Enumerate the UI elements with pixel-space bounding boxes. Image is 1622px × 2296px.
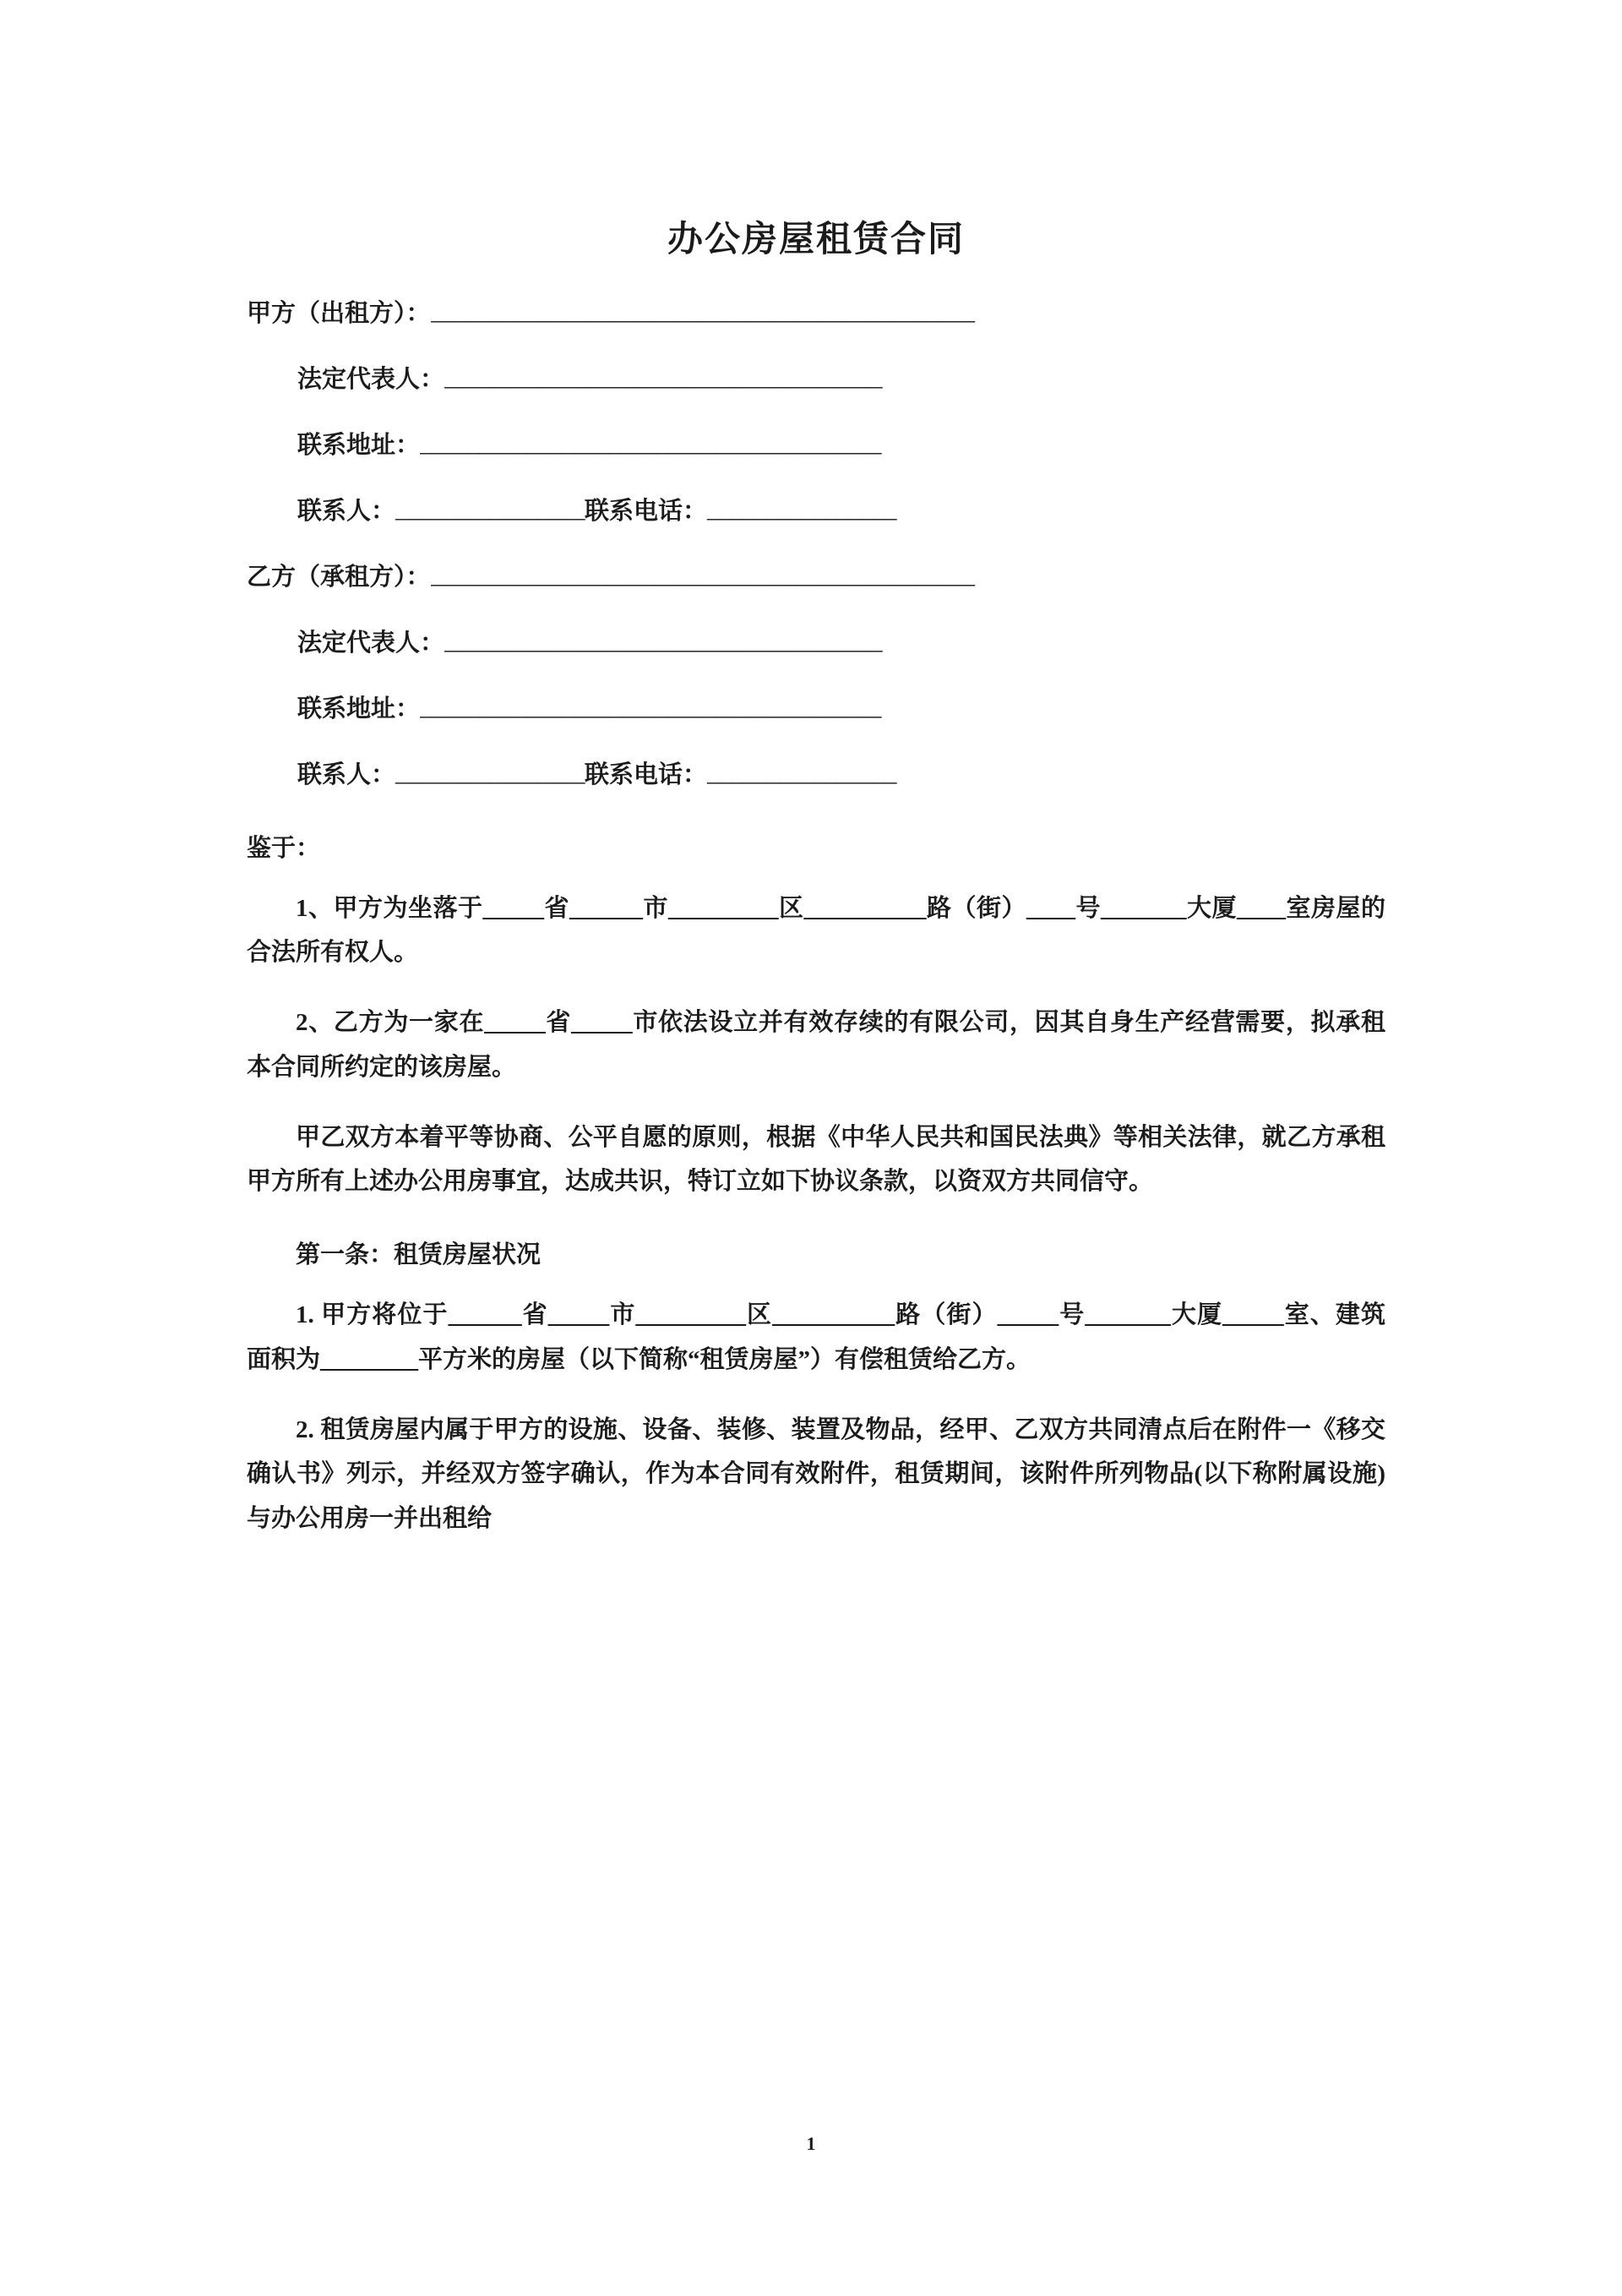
- party-a-address-row: [247, 431, 1385, 459]
- article-1-heading: 第一条：租赁房屋状况: [296, 1241, 542, 1269]
- recital-paragraph: 甲乙双方本着平等协商、公平自愿的原则，根据《中华人民共和国民法典》等相关法律，就乙方承租甲方所有上述办公用房事宜，达成共识，特订立如下协议条款，以资双方共同信守。: [247, 1123, 1385, 1196]
- whereas-label: 鉴于：: [247, 834, 321, 862]
- party-b-contact-label: 联系人：: [297, 761, 396, 788]
- party-b-legal-rep-label: 法定代表人：: [297, 629, 445, 657]
- party-b-contact-blank[interactable]: ________________: [395, 759, 585, 787]
- whereas-item-1: 1、甲方为坐落于_____省______市_________区__________路（街）____号_______大厦____室房屋的合法所有权人。: [247, 894, 1385, 967]
- article-1-clause-1: 1. 甲方将位于______省_____市_________区__________路（街）_____号_______大厦_____室、建筑面积为________平方米的房屋（以下简称“租赁房屋”）有偿租赁给乙方。: [247, 1301, 1385, 1373]
- party-a-name-row: [247, 299, 1385, 327]
- party-a-phone-blank[interactable]: ________________: [707, 495, 897, 523]
- party-a-contact-row: [247, 495, 1385, 525]
- party-a-phone-label: 联系电话：: [585, 497, 708, 525]
- party-a-legal-rep-blank[interactable]: _____________________________________: [444, 365, 883, 390]
- party-b-name-row: [247, 565, 1385, 590]
- party-a-legal-rep-label: 法定代表人：: [297, 365, 445, 393]
- party-b-address-blank[interactable]: _______________________________________: [420, 695, 882, 720]
- page-content: [247, 0, 1385, 1541]
- whereas-item-2: 2、乙方为一家在_____省_____市依法设立并有效存续的有限公司，因其自身生产经营需要，拟承租本合同所约定的该房屋。: [247, 1009, 1385, 1081]
- article-1-clause-2: 2. 租赁房屋内属于甲方的设施、设备、装修、装置及物品，经甲、乙双方共同清点后在附件一《移交确认书》列示，并经双方签字确认，作为本合同有效附件，租赁期间，该附件所列物品(以下称附属设施)与办公用房一并出租给: [247, 1415, 1385, 1533]
- page-title: 办公房屋租赁合同: [667, 221, 965, 259]
- party-b-address-row: [247, 697, 1385, 722]
- party-b-name-label: 乙方（承租方）：: [247, 563, 431, 591]
- party-b-name-blank[interactable]: ______________________________________________: [430, 563, 975, 588]
- party-a-legal-rep-row: [247, 365, 1385, 393]
- party-a-address-blank[interactable]: _______________________________________: [420, 431, 882, 456]
- party-b-contact-row: [247, 759, 1385, 788]
- party-a-address-label: 联系地址：: [297, 431, 421, 459]
- party-a-name-blank[interactable]: ______________________________________________: [430, 299, 975, 324]
- page-number: 1: [806, 2133, 816, 2154]
- party-b-phone-label: 联系电话：: [585, 761, 708, 788]
- party-a-block: [247, 299, 1385, 525]
- party-a-contact-blank[interactable]: ________________: [395, 495, 585, 523]
- party-a-contact-label: 联系人：: [297, 497, 396, 525]
- party-b-address-label: 联系地址：: [297, 695, 421, 723]
- party-b-block: [247, 565, 1385, 788]
- party-a-name-label: 甲方（出租方）：: [247, 299, 431, 327]
- party-b-phone-blank[interactable]: ________________: [707, 759, 897, 787]
- party-b-legal-rep-blank[interactable]: _____________________________________: [444, 629, 883, 654]
- party-b-legal-rep-row: [247, 631, 1385, 656]
